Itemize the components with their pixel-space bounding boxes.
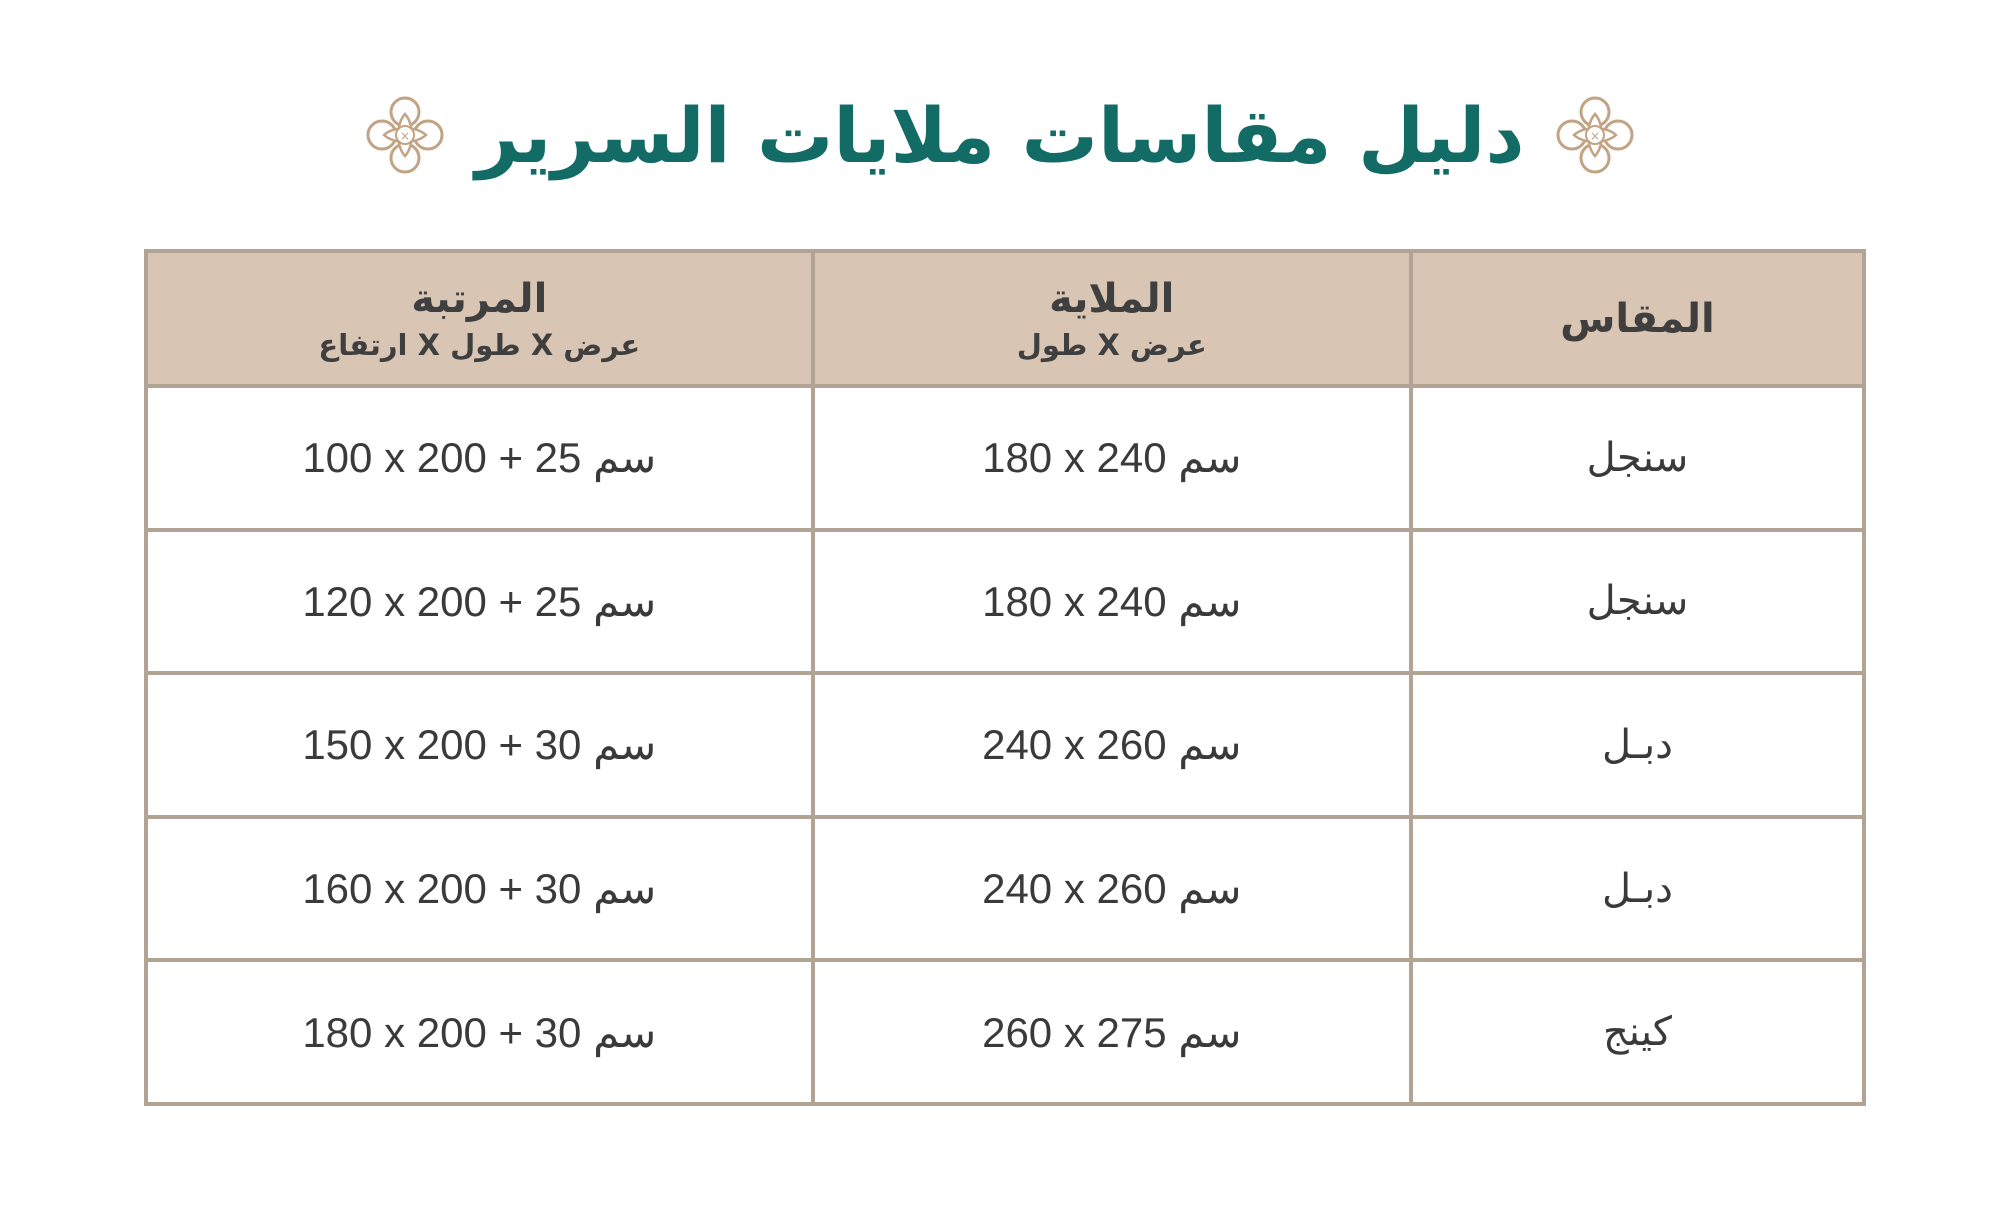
mattress-dimensions-cell — [146, 960, 813, 1104]
header-size-label: المقاس — [1560, 295, 1715, 342]
size-cell: دبـل — [1411, 673, 1864, 817]
mattress-dimensions-cell — [146, 386, 813, 530]
header-mattress — [146, 251, 813, 386]
sheet-dimensions-cell — [813, 386, 1411, 530]
sheet-dimensions: 180 x 240 سم — [982, 434, 1242, 482]
header-row — [146, 251, 1864, 386]
mattress-dimensions: 100 x 200 + 25 سم — [302, 434, 657, 482]
size-guide-table — [144, 249, 1866, 1106]
size-cell: دبـل — [1411, 817, 1864, 961]
mattress-dimensions-cell — [146, 673, 813, 817]
table-row — [146, 817, 1864, 961]
page-title: دليل مقاسات ملايات السرير — [475, 90, 1525, 180]
mattress-dimensions: 160 x 200 + 30 سم — [302, 865, 657, 913]
header-size — [1411, 251, 1864, 386]
sheet-dimensions: 240 x 260 سم — [982, 721, 1242, 769]
sheet-dimensions-cell — [813, 530, 1411, 674]
table-row — [146, 530, 1864, 674]
mattress-dimensions-cell — [146, 530, 813, 674]
mattress-dimensions: 180 x 200 + 30 سم — [302, 1008, 657, 1056]
header-mattress-label: المرتبة — [411, 275, 548, 322]
sheet-dimensions: 180 x 240 سم — [982, 577, 1242, 625]
size-cell: كينج — [1411, 960, 1864, 1104]
mattress-dimensions: 120 x 200 + 25 سم — [302, 577, 657, 625]
svg-text:×: × — [399, 129, 410, 143]
mattress-dimensions: 150 x 200 + 30 سم — [302, 721, 657, 769]
mattress-dimensions-cell — [146, 817, 813, 961]
sheet-dimensions-cell — [813, 673, 1411, 817]
title-row — [0, 75, 2000, 195]
table-row — [146, 386, 1864, 530]
header-sheet-label: الملاية — [1049, 275, 1175, 322]
sheet-dimensions: 240 x 260 سم — [982, 865, 1242, 913]
header-sheet-sublabel: عرض X طول — [1016, 327, 1207, 362]
floral-medallion-icon — [1552, 92, 1638, 178]
sheet-dimensions-cell — [813, 960, 1411, 1104]
size-cell: سنجل — [1411, 530, 1864, 674]
table-row — [146, 673, 1864, 817]
size-cell: سنجل — [1411, 386, 1864, 530]
table-row — [146, 960, 1864, 1104]
sheet-dimensions: 260 x 275 سم — [982, 1008, 1242, 1056]
svg-text:×: × — [1590, 129, 1601, 143]
header-mattress-sublabel: عرض X طول X ارتفاع — [318, 327, 641, 362]
floral-medallion-icon — [362, 92, 448, 178]
sheet-dimensions-cell — [813, 817, 1411, 961]
header-sheet — [813, 251, 1411, 386]
